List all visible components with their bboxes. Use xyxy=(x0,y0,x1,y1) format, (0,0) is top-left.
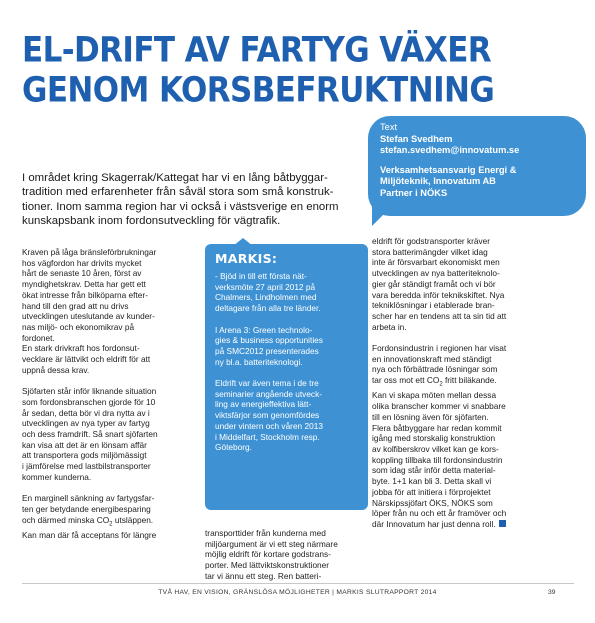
text-line: ling av energieffektiva lätt- xyxy=(215,399,312,410)
text-line: porter. Med lättviktskonstruktioner xyxy=(205,560,330,571)
author-role-3: Partner i NÖKS xyxy=(380,187,448,198)
text-line: En marginell sänkning av fartygsfar- xyxy=(22,493,155,504)
footer-text: TVÅ HAV, EN VISION, GRÄNSLÖSA MÖJLIGHETER | MARKIS SLUTRAPPORT 2014 xyxy=(158,589,437,596)
text-line: ökat intresse från bilköparna efter- xyxy=(22,289,148,300)
text-line: En stark drivkraft hos fordonsut- xyxy=(22,343,140,354)
intro-line-2: tradition med erfarenheter från såväl stora som små konstruk- xyxy=(22,186,334,199)
col3-paragraph-1 xyxy=(372,236,567,332)
text-line: utvecklingen uteslutande av kunder- xyxy=(22,311,155,322)
text-line: hos vägfordon har drivits mycket xyxy=(22,257,142,268)
text-line: Sjöfarten står inför liknande situation xyxy=(22,386,157,397)
text-line: verksmöte 27 april 2012 på xyxy=(215,281,316,292)
body-column-1 xyxy=(22,247,202,551)
markis-paragraph-1 xyxy=(215,271,360,314)
text-line: kan visa att det är en lönsam affär xyxy=(22,439,147,450)
text-line: - Bjöd in till ett första nät- xyxy=(215,271,307,281)
text-line: inte är försvarbart ekonomiskt men xyxy=(372,257,500,268)
text-line: myndighetskrav. Detta har gett ett xyxy=(22,279,146,290)
text-line: deltagare från alla tre länder. xyxy=(215,303,321,314)
text-line: som fordonsbranschen gjorde för 10 xyxy=(22,396,156,407)
author-gap xyxy=(380,157,576,165)
text-line: viktsfärjor som genomfördes xyxy=(215,410,320,421)
text-line: tar oss mot ett $CO_2$ fritt biläkande. xyxy=(372,375,497,388)
text-line: utvecklingen av nya batteriteknolo- xyxy=(372,268,500,279)
intro-line-1: I området kring Skagerrak/Kattegat har vi en lång båtbyggar- xyxy=(22,172,328,184)
text-line: Göteborg. xyxy=(215,442,252,453)
intro-line-3: tioner. Inom samma region har vi också i västsverige en enorm xyxy=(22,200,339,213)
text-line: gier går ständigt framåt och vi bör xyxy=(372,278,496,289)
text-line: uppnå dessa krav. xyxy=(22,364,90,375)
text-line: under vintern och våren 2013 xyxy=(215,420,323,431)
markis-paragraph-2 xyxy=(215,325,360,368)
col1-paragraph-3 xyxy=(22,493,202,540)
col2-paragraph-1 xyxy=(205,528,373,582)
text-line: Kraven på låga bränsleförbrukningar xyxy=(22,247,157,257)
author-name: Stefan Svedhem xyxy=(380,133,453,144)
text-line: på SMC2012 presenterades xyxy=(215,345,319,356)
headline-line-2: GENOM KORSBEFRUKTNING xyxy=(22,70,495,111)
text-line: och därmed minska $CO_2$ utsläppen. xyxy=(22,514,154,528)
text-line: olika branscher kommer vi snabbare xyxy=(372,401,506,412)
text-line: tar vi ännu ett steg. Ren batteri- xyxy=(205,570,322,581)
author-role-1: Verksamhetsansvarig Energi & xyxy=(380,164,517,175)
markis-box xyxy=(205,244,368,510)
text-line: igång med storskalig konstruktion xyxy=(372,433,496,444)
text-line: år sedan, detta bör vi dra nytta av i xyxy=(22,407,150,418)
text-line: löper från nu och ett år framöver och xyxy=(372,508,507,519)
text-line: tekniklösningar i etablerade bran- xyxy=(372,300,495,311)
headline xyxy=(22,30,582,111)
markis-paragraph-3 xyxy=(215,378,360,453)
col1-paragraph-2 xyxy=(22,386,202,482)
author-box xyxy=(368,116,586,216)
text-line: av kolfiberskrov vilket kan ge kors- xyxy=(372,444,499,454)
text-line: fordonet. xyxy=(22,332,55,343)
text-line: Kan vi skapa möten mellan dessa xyxy=(372,390,497,401)
author-role-2: Miljöteknik, Innovatum AB xyxy=(380,176,496,186)
text-line: kommer kunderna. xyxy=(22,471,92,482)
text-line: att transportera gods miljömässigt xyxy=(22,450,147,461)
text-line: transporttider från kunderna med xyxy=(205,528,326,538)
headline-line-1: EL-DRIFT AV FARTYG VÄXER xyxy=(22,30,492,71)
text-line: Fordonsindustrin i regionen har visat xyxy=(372,343,507,354)
text-line: Flera båtbyggare har redan kommit xyxy=(372,422,502,433)
text-line: miljöargument är vi ett steg närmare xyxy=(205,538,338,549)
text-line: ny bl.a. batteriteknologi. xyxy=(215,356,303,367)
col3-paragraph-2 xyxy=(372,343,567,530)
text-line: möjlig eldrift för kortare godstrans- xyxy=(205,549,331,560)
text-line: en innovationskraft med ständigt xyxy=(372,353,492,364)
text-line: nas miljö- och ekonomikrav på xyxy=(22,321,135,332)
text-line: byte. 1+1 kan bli 3. Detta skall vi xyxy=(372,476,492,487)
text-line: gies & business opportunities xyxy=(215,335,323,346)
text-line: som idag står inför detta material- xyxy=(372,465,496,476)
text-line: Eldrift var även tema i de tre xyxy=(215,378,319,388)
text-line: Kan man där få acceptans för längre xyxy=(22,529,157,540)
page-number: 39 xyxy=(548,589,556,596)
footer-divider xyxy=(22,583,574,584)
text-line: arbeta in. xyxy=(372,321,407,332)
text-line: nya och förbättrade lösningar som xyxy=(372,364,498,375)
text-line: utvecklingen av nya typer av fartyg xyxy=(22,418,150,429)
text-line: Chalmers, Lindholmen med xyxy=(215,292,317,303)
text-line: hårt de senaste 10 åren, först av xyxy=(22,268,142,279)
col1-paragraph-1 xyxy=(22,247,202,375)
text-line: hand till den grad att nu drivs xyxy=(22,300,129,311)
text-line: i jämförelse med lastbilstransporter xyxy=(22,461,151,472)
text-line: koppling tillbaka till fordonsindustrin xyxy=(372,454,503,465)
text-line: I Arena 3: Green technolo- xyxy=(215,324,313,335)
text-line: vara beredda inför teknikskiftet. Nya xyxy=(372,289,505,300)
markis-title: MARKIS: xyxy=(215,251,278,266)
end-mark-icon xyxy=(499,520,506,527)
text-line: i Middelfart, Stockholm resp. xyxy=(215,431,320,442)
intro-paragraph xyxy=(22,171,366,228)
body-column-3 xyxy=(372,236,567,540)
text-line: där Innovatum har just denna roll. xyxy=(372,519,567,530)
text-line: till en lösning även för sjöfarten. xyxy=(372,411,489,422)
text-line: Närskipssjöfart ÖKS, NÖKS som xyxy=(372,497,493,508)
author-email[interactable]: stefan.svedhem@innovatum.se xyxy=(380,145,520,155)
text-line: jobba för att initiera i förprojektet xyxy=(372,486,491,497)
intro-line-4: kunskapsbank inom fordonsutveckling för vägtrafik. xyxy=(22,214,281,227)
author-label: Text xyxy=(380,122,398,132)
text-line: seminarier angående utveck- xyxy=(215,388,322,399)
text-line: och dess framdrift. Så snart sjöfarten xyxy=(22,428,158,439)
text-line: ten ger betydande energibesparing xyxy=(22,503,151,514)
text-line: scher har en tendens att ta sin tid att xyxy=(372,310,507,321)
text-line: eldrift för godstransporter kräver xyxy=(372,236,491,246)
text-line: stora batterimängder vilket idag xyxy=(372,246,488,257)
text-line: vecklare är lättvikt och eldrift för att xyxy=(22,354,151,365)
